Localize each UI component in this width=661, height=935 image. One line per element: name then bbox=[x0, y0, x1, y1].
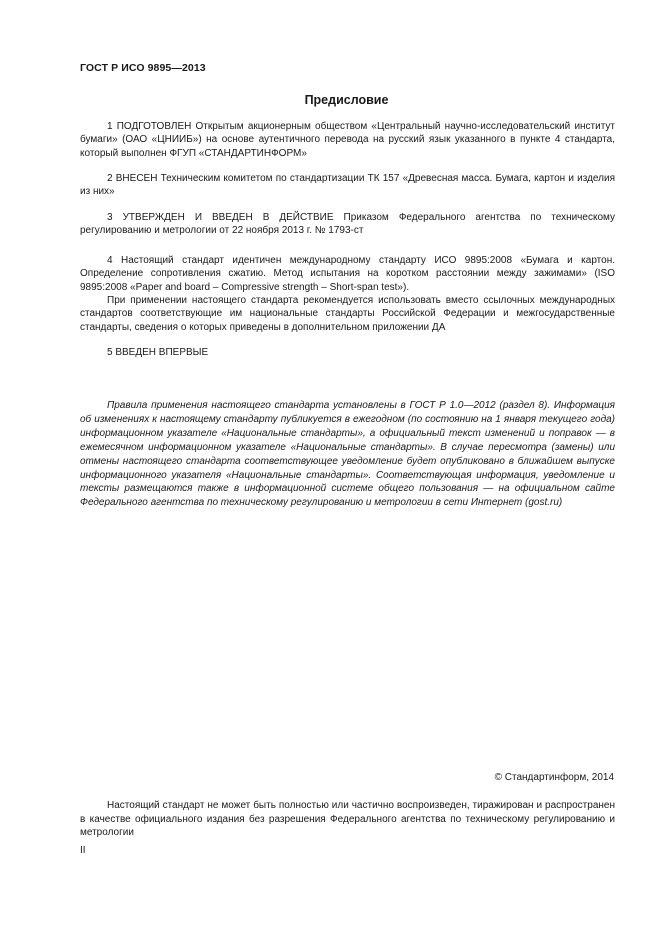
item-2-submitted-by: 2 ВНЕСЕН Техническим комитетом по стандартизации ТК 157 «Древесная масса. Бумага, картон и изделия из них» bbox=[80, 173, 615, 198]
page-title: Предисловие bbox=[304, 93, 389, 107]
page-number: II bbox=[80, 845, 86, 856]
item-4-recommendation: При применении настоящего стандарта рекомендуется использовать вместо ссылочных международных стандартов соответствующие им национальные стандарты Российской Федерации и межгосударственные стандарты, сведения о которых приведены в дополнительном приложении ДА bbox=[80, 295, 615, 333]
item-4-identical-standard: 4 Настоящий стандарт идентичен международному стандарту ИСО 9895:2008 «Бумага и картон. Определение сопротивления сжатию. Метод испытания на коротком расстоянии между зажимами» (ISO 9895:2008 «Paper and board – Compressive strength – Short-span test»). bbox=[80, 255, 615, 293]
item-5-introduced-first: 5 ВВЕДЕН ВПЕРВЫЕ bbox=[107, 347, 209, 358]
application-rules-note: Правила применения настоящего стандарта установлены в ГОСТ Р 1.0—2012 (раздел 8). Информация об изменениях к настоящему стандарту публикуется в ежегодном (по состоянию на 1 января текущего года) информационном указателе «Национальные стандарты», а официальный текст изменений и поправок — в ежемесячном информационном указателе «Национальные стандарты». В случае пересмотра (замены) или отмены настоящего стандарта соответствующее уведомление будет опубликовано в ближайшем выпуске информационного указателя «Национальные стандарты». Соответствующая информация, уведомление и тексты размещаются также в информационной системе общего пользования — на официальном сайте Федерального агентства по техническому регулированию и метрологии в сети Интернет (gost.ru) bbox=[80, 400, 615, 509]
document-code-header: ГОСТ Р ИСО 9895—2013 bbox=[80, 62, 206, 74]
reproduction-notice: Настоящий стандарт не может быть полностью или частично воспроизведен, тиражирован и распространен в качестве официального издания без разрешения Федерального агентства по техническому регулированию и метрологии bbox=[80, 800, 615, 839]
copyright-line: © Стандартинформ, 2014 bbox=[494, 772, 614, 783]
item-3-approved: 3 УТВЕРЖДЕН И ВВЕДЕН В ДЕЙСТВИЕ Приказом Федерального агентства по техническому регулированию и метрологии от 22 ноября 2013 г. № 1793-ст bbox=[80, 212, 615, 237]
item-1-prepared-by: 1 ПОДГОТОВЛЕН Открытым акционерным обществом «Центральный научно-исследовательский институт бумаги» (ОАО «ЦНИИБ») на основе аутентичного перевода на русский язык указанного в пункте 4 стандарта, который выполнен ФГУП «СТАНДАРТИНФОРМ» bbox=[80, 121, 615, 159]
